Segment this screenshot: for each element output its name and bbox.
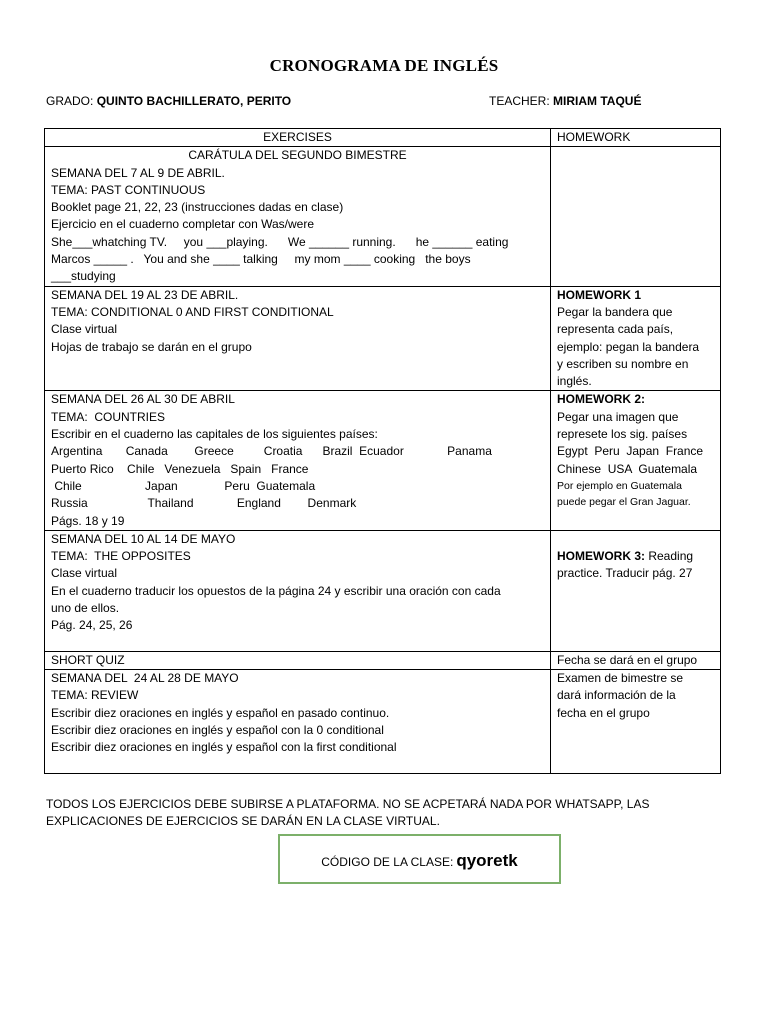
exercises-cell xyxy=(45,147,551,286)
row-line: ___studying xyxy=(51,269,116,284)
teacher-line xyxy=(489,94,641,108)
grado-label: GRADO: xyxy=(46,94,94,108)
table-row xyxy=(45,286,721,391)
row-line: SEMANA DEL 19 AL 23 DE ABRIL. xyxy=(51,287,239,302)
homework-cell xyxy=(551,147,721,286)
row-line: Págs. 18 y 19 xyxy=(51,513,125,528)
row-line: Puerto Rico Chile Venezuela Spain France xyxy=(51,461,309,476)
homework-cell xyxy=(551,530,721,651)
row-line: Escribir diez oraciones en inglés y español con la first conditional xyxy=(51,740,397,755)
grado-value: QUINTO BACHILLERATO, PERITO xyxy=(96,94,292,108)
homework-line: Chinese USA Guatemala xyxy=(557,461,698,476)
homework-cell xyxy=(551,670,721,774)
homework-line: Examen de bimestre se xyxy=(557,671,684,686)
homework-line: inglés. xyxy=(557,374,592,389)
teacher-value: MIRIAM TAQUÉ xyxy=(553,94,642,108)
row-line: Argentina Canada Greece Croatia Brazil Ecuador Panama xyxy=(51,444,492,459)
table-row xyxy=(45,651,721,669)
row-line: TEMA: CONDITIONAL 0 AND FIRST CONDITIONAL xyxy=(51,304,334,319)
exercises-cell xyxy=(45,530,551,651)
homework-title: HOMEWORK 3: xyxy=(557,548,645,563)
homework-line: represete los sig. países xyxy=(557,427,688,442)
row-line: Pág. 24, 25, 26 xyxy=(51,618,133,633)
homework-header: HOMEWORK xyxy=(551,129,721,147)
homework-title: HOMEWORK 1 xyxy=(557,287,641,302)
row-line: Clase virtual xyxy=(51,322,118,337)
class-code-value: qyoretk xyxy=(456,851,518,870)
row-line: SEMANA DEL 10 AL 14 DE MAYO xyxy=(51,531,236,546)
row-line: SEMANA DEL 24 AL 28 DE MAYO xyxy=(51,671,239,686)
exercises-header: EXERCISES xyxy=(45,129,551,147)
homework-title: HOMEWORK 2: xyxy=(557,392,645,407)
row-line: Chile Japan Peru Guatemala xyxy=(51,478,316,493)
homework-cell xyxy=(551,391,721,530)
table-row xyxy=(45,530,721,651)
class-code-label: CÓDIGO DE LA CLASE: xyxy=(321,855,454,869)
row-line: Ejercicio en el cuaderno completar con Was/were xyxy=(51,217,315,232)
homework-line: y escriben su nombre en xyxy=(557,356,689,371)
homework-block xyxy=(557,548,714,583)
row-line: SEMANA DEL 7 AL 9 DE ABRIL. xyxy=(51,165,225,180)
grado-line xyxy=(46,94,291,108)
row-line: Hojas de trabajo se darán en el grupo xyxy=(51,339,252,354)
row-line: Marcos _____ . You and she ____ talking my mom ____ cooking the boys xyxy=(51,252,471,267)
table-header-row xyxy=(45,129,721,147)
row-line: Booklet page 21, 22, 23 (instrucciones dadas en clase) xyxy=(51,200,344,215)
row-line: She___whatching TV. you ___playing. We ______ running. he ______ eating xyxy=(51,234,509,249)
homework-cell: Fecha se dará en el grupo xyxy=(551,651,721,669)
row-heading: CARÁTULA DEL SEGUNDO BIMESTRE xyxy=(188,148,407,163)
row-line: TEMA: THE OPPOSITES xyxy=(51,549,191,564)
table-row xyxy=(45,391,721,530)
row-line: Escribir diez oraciones en inglés y español con la 0 conditional xyxy=(51,723,384,738)
homework-line: Egypt Peru Japan France xyxy=(557,444,704,459)
homework-line: ejemplo: pegan la bandera xyxy=(557,339,700,354)
row-line: SEMANA DEL 26 AL 30 DE ABRIL xyxy=(51,392,235,407)
document-title: CRONOGRAMA DE INGLÉS xyxy=(269,56,499,75)
row-line: TEMA: REVIEW xyxy=(51,688,139,703)
row-line: uno de ellos. xyxy=(51,601,120,616)
row-line: Clase virtual xyxy=(51,566,118,581)
footer-note: TODOS LOS EJERCICIOS DEBE SUBIRSE A PLATAFORMA. NO SE ACPETARÁ NADA POR WHATSAPP, LAS EXPLICACIONES DE EJERCICIOS SE DARÁN EN LA CLASE VIRTUAL. xyxy=(46,797,650,828)
homework-line: fecha en el grupo xyxy=(557,705,650,720)
homework-line: Pegar una imagen que xyxy=(557,409,679,424)
short-quiz-heading: SHORT QUIZ xyxy=(45,651,551,669)
exercises-cell xyxy=(45,286,551,391)
class-code-box xyxy=(278,834,561,884)
row-line: TEMA: PAST CONTINUOUS xyxy=(51,182,206,197)
homework-text: Reading practice. Traducir pág. 27 xyxy=(557,548,694,581)
teacher-label: TEACHER: xyxy=(489,94,550,108)
schedule-table xyxy=(44,128,721,774)
table-row xyxy=(45,670,721,774)
row-line: Escribir en el cuaderno las capitales de los siguientes países: xyxy=(51,427,378,442)
exercises-cell xyxy=(45,391,551,530)
row-line: Russia Thailand England Denmark xyxy=(51,496,357,511)
homework-line: dará información de la xyxy=(557,688,676,703)
homework-note: puede pegar el Gran Jaguar. xyxy=(557,495,691,508)
exercises-cell xyxy=(45,670,551,774)
row-line: TEMA: COUNTRIES xyxy=(51,409,166,424)
homework-cell xyxy=(551,286,721,391)
homework-line: representa cada país, xyxy=(557,322,674,337)
homework-note: Por ejemplo en Guatemala xyxy=(557,479,682,492)
row-line: En el cuaderno traducir los opuestos de la página 24 y escribir una oración con cada xyxy=(51,583,501,598)
table-row xyxy=(45,147,721,286)
row-line: Escribir diez oraciones en inglés y español en pasado continuo. xyxy=(51,705,390,720)
homework-line: Pegar la bandera que xyxy=(557,304,673,319)
